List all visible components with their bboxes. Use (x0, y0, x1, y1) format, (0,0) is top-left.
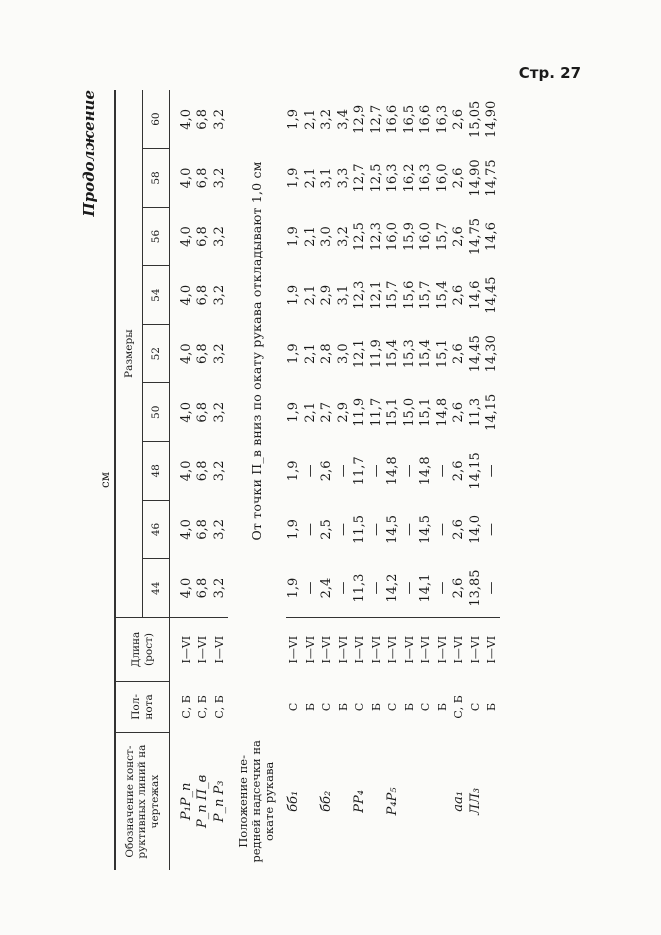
value-cell: 6,8 (195, 343, 211, 365)
value-cell: 6,8 (195, 460, 211, 482)
length-cell: I—VI (385, 618, 402, 681)
designation-cell: P_п P₃ (211, 780, 227, 823)
value-cell: 12,3 (368, 222, 384, 252)
value-cell: 14,5 (385, 514, 401, 544)
value-cell: 2,1 (302, 284, 318, 306)
value-cell: 14,1 (418, 573, 434, 603)
length-cell: I—VI (178, 618, 195, 681)
value-cell: 12,1 (368, 280, 384, 310)
value-cell: 14,75 (484, 159, 500, 197)
designation-cell (484, 733, 501, 870)
value-cell: 4,0 (178, 109, 194, 130)
value-cell: 14,6 (467, 280, 483, 310)
part-cell: Б (402, 702, 416, 711)
value-cell: 1,9 (286, 343, 302, 365)
page-number: Стр. 27 (518, 64, 581, 82)
value-cell: — (401, 581, 417, 595)
value-cell: 2,6 (451, 109, 467, 130)
value-cell: 4,0 (178, 577, 194, 599)
value-cell: 12,5 (352, 222, 368, 252)
value-cell: 14,45 (467, 335, 483, 373)
value-cell: 11,9 (352, 397, 368, 427)
value-cell: — (484, 522, 500, 536)
table-row (434, 90, 451, 870)
value-cell: 2,1 (302, 109, 318, 130)
size-header-52: 52 (143, 324, 170, 383)
value-cell: 1,9 (286, 577, 302, 599)
value-cell: 3,2 (211, 577, 227, 599)
value-cell: 13,85 (467, 569, 483, 607)
value-cell: 15,7 (434, 222, 450, 252)
value-cell: 12,7 (352, 163, 368, 193)
part-cell: С (287, 702, 301, 712)
value-cell: 4,0 (178, 167, 194, 189)
value-cell: 3,3 (335, 167, 351, 189)
value-cell: 3,0 (319, 226, 335, 247)
value-cell: 1,9 (286, 109, 302, 130)
value-cell: 14,8 (385, 456, 401, 486)
value-cell: — (368, 464, 384, 478)
value-cell: — (335, 464, 351, 478)
value-cell: 15,0 (401, 397, 417, 427)
table-row (418, 90, 435, 870)
length-cell: I—VI (434, 618, 451, 681)
value-cell: 11,9 (368, 339, 384, 369)
table-row (401, 90, 418, 870)
value-cell: 11,5 (352, 514, 368, 544)
size-header-56: 56 (143, 207, 170, 266)
table-row (302, 90, 319, 870)
value-cell: 16,0 (385, 222, 401, 252)
value-cell: 14,75 (467, 217, 483, 256)
table-row (385, 90, 402, 870)
value-cell: 3,1 (319, 167, 335, 189)
value-cell: — (484, 464, 500, 478)
value-cell: 4,0 (178, 519, 194, 540)
table-row (195, 90, 212, 870)
length-cell: I—VI (451, 618, 468, 681)
table-row (451, 90, 468, 870)
length-cell: I—VI (319, 618, 336, 681)
value-cell: 15,3 (401, 339, 417, 369)
value-cell: 6,8 (195, 226, 211, 247)
length-cell: I—VI (401, 618, 418, 681)
value-cell: 11,7 (368, 397, 384, 427)
value-cell: 14,15 (484, 393, 500, 431)
value-cell: — (484, 581, 500, 595)
value-cell: 3,2 (211, 109, 227, 130)
value-cell: — (434, 464, 450, 478)
value-cell: 12,7 (368, 104, 384, 134)
value-cell: 2,6 (451, 167, 467, 189)
section-title: Положение пе-редней надсечки на окате рукава (235, 740, 277, 863)
part-cell: С, Б (452, 695, 466, 719)
length-cell: I—VI (335, 618, 352, 681)
value-cell: 3,2 (211, 167, 227, 189)
value-cell: 15,1 (418, 397, 434, 427)
value-cell: 4,0 (178, 460, 194, 482)
designation-cell (368, 733, 385, 870)
value-cell: 14,90 (484, 100, 500, 138)
table-row (368, 90, 385, 870)
value-cell: 2,1 (302, 226, 318, 247)
value-cell: 16,0 (434, 163, 450, 193)
value-cell: — (335, 581, 351, 595)
part-cell: С (353, 702, 367, 712)
value-cell: 12,1 (352, 339, 368, 369)
table-row (352, 90, 369, 870)
value-cell: 15,7 (418, 280, 434, 310)
value-cell: 15,6 (401, 280, 417, 310)
designation-cell: P_п П_в (195, 774, 211, 828)
value-cell: 16,6 (385, 104, 401, 134)
value-cell: 2,9 (335, 401, 351, 423)
value-cell: 14,5 (418, 514, 434, 544)
part-cell: Б (336, 702, 350, 711)
part-cell: С, Б (212, 695, 226, 719)
part-cell: С (468, 702, 482, 712)
value-cell: 3,0 (335, 343, 351, 365)
value-cell: 3,2 (211, 343, 227, 365)
value-cell: — (302, 581, 318, 595)
value-cell: 4,0 (178, 343, 194, 365)
designation-cell (335, 733, 352, 870)
value-cell: 3,2 (211, 519, 227, 540)
value-cell: 3,4 (335, 109, 351, 130)
value-cell: 3,2 (211, 460, 227, 482)
section-note: От точки П_в вниз по окату рукава откладывают 1,0 см (249, 161, 264, 541)
designation-cell (401, 733, 418, 870)
designation-cell: бб₂ (319, 790, 335, 812)
value-cell: 6,8 (195, 401, 211, 423)
value-cell: 14,8 (434, 397, 450, 427)
value-cell: 12,9 (352, 104, 368, 134)
designation-cell: P₁P_п (178, 782, 194, 821)
value-cell: 6,8 (195, 284, 211, 306)
value-cell: 14,45 (484, 276, 500, 314)
value-cell: 16,3 (385, 163, 401, 193)
value-cell: 14,2 (385, 573, 401, 603)
value-cell: 6,8 (195, 519, 211, 540)
value-cell: 11,3 (352, 573, 368, 603)
table-row (319, 90, 336, 870)
value-cell: — (368, 581, 384, 595)
value-cell: 2,1 (302, 343, 318, 365)
part-cell: Б (485, 702, 499, 711)
part-cell: Б (303, 702, 317, 711)
value-cell: 2,9 (319, 284, 335, 306)
value-cell: 4,0 (178, 401, 194, 423)
value-cell: — (302, 522, 318, 536)
value-cell: 15,4 (385, 339, 401, 369)
measurements-table (114, 90, 500, 870)
designation-cell: ЛЛ₃ (467, 787, 483, 815)
value-cell: 3,2 (335, 226, 351, 247)
part-cell: С, Б (179, 695, 193, 719)
value-cell: 3,2 (319, 109, 335, 130)
value-cell: 16,0 (418, 222, 434, 252)
table-row (335, 90, 352, 870)
value-cell: 2,6 (451, 460, 467, 482)
value-cell: 11,7 (352, 456, 368, 486)
table-row (178, 90, 195, 870)
value-cell: 3,2 (211, 284, 227, 306)
value-cell: — (434, 522, 450, 536)
value-cell: 4,0 (178, 284, 194, 306)
table-row (467, 90, 484, 870)
section-row (228, 90, 286, 870)
part-cell: С (419, 702, 433, 712)
value-cell: 2,6 (451, 284, 467, 306)
value-cell: 11,3 (467, 397, 483, 427)
value-cell: 1,9 (286, 460, 302, 482)
value-cell: 15,05 (467, 100, 483, 138)
value-cell: 3,2 (211, 401, 227, 423)
value-cell: 1,9 (286, 401, 302, 423)
value-cell: — (434, 581, 450, 595)
value-cell: 15,9 (401, 222, 417, 252)
size-header-58: 58 (143, 149, 170, 208)
header-designation: Обозначение конст-руктивных линий на чертежах (115, 733, 170, 870)
size-header-54: 54 (143, 266, 170, 325)
length-cell: I—VI (211, 618, 228, 681)
value-cell: 2,5 (319, 519, 335, 540)
value-cell: 2,6 (451, 577, 467, 599)
value-cell: 14,6 (484, 222, 500, 252)
length-cell: I—VI (418, 618, 435, 681)
value-cell: 15,4 (418, 339, 434, 369)
header-sizes: Размеры (115, 90, 143, 618)
size-header-60: 60 (143, 90, 170, 149)
size-header-46: 46 (143, 500, 170, 559)
designation-cell (302, 733, 319, 870)
value-cell: 12,3 (352, 280, 368, 310)
designation-cell (434, 733, 451, 870)
value-cell: 15,4 (434, 280, 450, 310)
value-cell: 3,2 (211, 226, 227, 247)
value-cell: 14,0 (467, 514, 483, 544)
part-cell: С (386, 702, 400, 712)
value-cell: — (302, 464, 318, 478)
table-row (286, 90, 303, 870)
value-cell: 16,3 (434, 104, 450, 134)
value-cell: 16,3 (418, 163, 434, 193)
part-cell: Б (369, 702, 383, 711)
length-cell: I—VI (368, 618, 385, 681)
value-cell: 2,6 (451, 343, 467, 365)
value-cell: 2,1 (302, 167, 318, 189)
part-cell: С (320, 702, 334, 712)
rotated-table-block (80, 90, 610, 870)
value-cell: 15,1 (385, 397, 401, 427)
continuation-label: Продолжение (80, 90, 98, 217)
designation-cell (418, 733, 435, 870)
value-cell: 2,4 (319, 577, 335, 599)
value-cell: — (401, 522, 417, 536)
value-cell: — (368, 522, 384, 536)
length-cell: I—VI (195, 618, 212, 681)
value-cell: 16,2 (401, 163, 417, 193)
value-cell: 1,9 (286, 519, 302, 540)
value-cell: 2,6 (451, 519, 467, 540)
value-cell: — (335, 522, 351, 536)
size-header-50: 50 (143, 383, 170, 442)
value-cell: 15,7 (385, 280, 401, 310)
header-length: Длина (рост) (115, 618, 170, 681)
value-cell: 15,1 (434, 339, 450, 369)
value-cell: 6,8 (195, 109, 211, 130)
part-cell: С, Б (196, 695, 210, 719)
designation-cell: P₄P₅ (385, 787, 401, 816)
value-cell: 2,8 (319, 343, 335, 365)
value-cell: 1,9 (286, 226, 302, 247)
designation-cell: PP₄ (352, 790, 368, 813)
table-row (211, 90, 228, 870)
value-cell: 1,9 (286, 284, 302, 306)
value-cell: 2,6 (451, 226, 467, 247)
value-cell: 2,6 (451, 401, 467, 423)
value-cell: 2,6 (319, 460, 335, 482)
value-cell: 14,90 (467, 159, 483, 197)
length-cell: I—VI (352, 618, 369, 681)
value-cell: 2,7 (319, 401, 335, 423)
header-part: Пол-нота (115, 681, 170, 733)
value-cell: 12,5 (368, 163, 384, 193)
length-cell: I—VI (467, 618, 484, 681)
value-cell: 6,8 (195, 577, 211, 599)
part-cell: Б (435, 702, 449, 711)
value-cell: 6,8 (195, 167, 211, 189)
value-cell: 2,1 (302, 401, 318, 423)
length-cell: I—VI (484, 618, 501, 681)
value-cell: 4,0 (178, 226, 194, 247)
designation-cell: аа₁ (451, 791, 467, 812)
units-label: см (98, 471, 112, 489)
table-row (484, 90, 501, 870)
value-cell: 14,30 (484, 335, 500, 373)
value-cell: 1,9 (286, 167, 302, 189)
value-cell: — (401, 464, 417, 478)
length-cell: I—VI (302, 618, 319, 681)
length-cell: I—VI (286, 618, 303, 681)
value-cell: 16,6 (418, 104, 434, 134)
designation-cell: бб₁ (286, 790, 302, 812)
table-body (170, 90, 501, 870)
value-cell: 16,5 (401, 104, 417, 134)
value-cell: 14,15 (467, 452, 483, 490)
size-header-44: 44 (143, 559, 170, 618)
size-header-48: 48 (143, 442, 170, 501)
value-cell: 14,8 (418, 456, 434, 486)
value-cell: 3,1 (335, 284, 351, 306)
